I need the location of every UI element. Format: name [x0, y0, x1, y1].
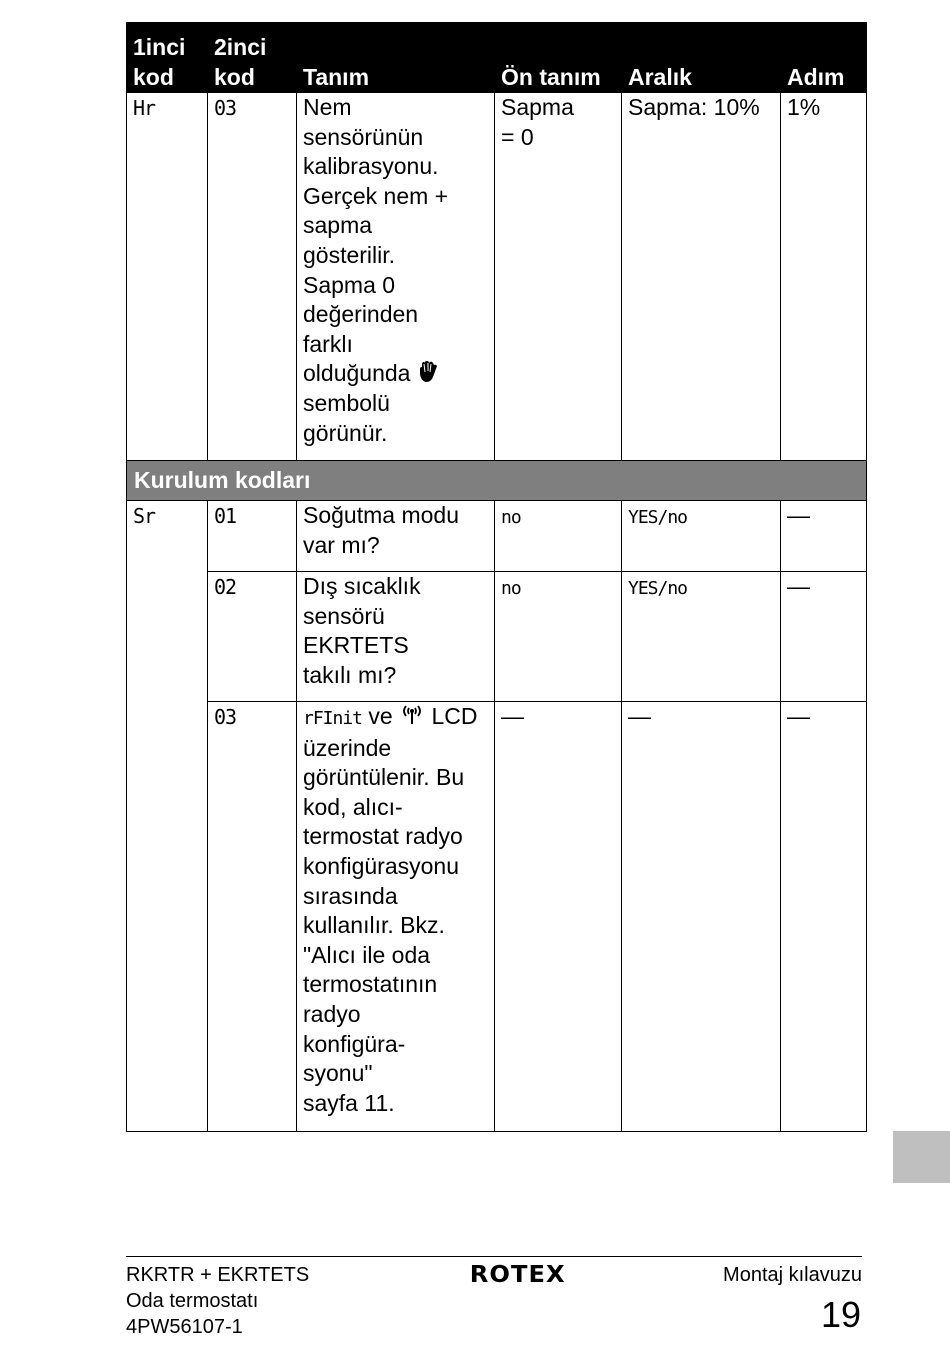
- antenna-icon: [399, 702, 425, 726]
- footer-manual: Montaj kılavuzu: [723, 1264, 862, 1286]
- description-text: sembolü görünür.: [303, 389, 390, 446]
- cell-default: [495, 501, 622, 572]
- cell-code1: [127, 501, 208, 1132]
- lcd-value: no: [501, 578, 521, 599]
- chapter-tab-marker: [893, 1131, 950, 1183]
- lcd-code: Hr: [133, 96, 156, 120]
- lcd-code: rFInit: [303, 708, 363, 729]
- footer-subtitle: Oda termostatı: [126, 1290, 259, 1312]
- cell-range: [622, 572, 781, 702]
- cell-description: [297, 702, 495, 1132]
- cell-step: —: [781, 702, 867, 1132]
- cell-step: 1%: [781, 93, 867, 461]
- footer-divider: [126, 1256, 862, 1257]
- description-text: LCD üzerinde görüntülenir. Bu kod, alıcı- termostat radyo konfigürasyonu sırasında kullanılır. Bkz. "Alıcı ile oda termostatının radyo konfigüra- syonu" sayfa 11.: [303, 703, 478, 1116]
- header-code1: 1inci kod: [127, 23, 208, 93]
- section-header-row: [127, 461, 867, 501]
- cell-code2: [208, 702, 297, 1132]
- brand-logo: ROTEX: [469, 1262, 566, 1288]
- cell-code2: [208, 93, 297, 461]
- table-row-humidity: [127, 93, 867, 461]
- header-default: Ön tanım: [495, 23, 622, 93]
- cell-code2: [208, 501, 297, 572]
- header-description: Tanım: [297, 23, 495, 93]
- lcd-code: 03: [214, 705, 237, 729]
- description-text: Nem sensörünün kalibrasyonu. Gerçek nem + sapma gösterilir. Sapma 0 değerinden farklı olduğunda: [303, 94, 449, 387]
- footer-left: [126, 1262, 309, 1340]
- lcd-code: 01: [214, 504, 237, 528]
- lcd-value: no: [501, 507, 521, 528]
- table-row-sensor: [127, 572, 867, 702]
- cell-default: —: [495, 702, 622, 1132]
- cell-step: —: [781, 501, 867, 572]
- footer-doc-code: 4PW56107-1: [126, 1316, 243, 1338]
- description-text: ve: [368, 703, 393, 729]
- parameter-table: [126, 22, 867, 1132]
- cell-range: Sapma: 10%: [622, 93, 781, 461]
- header-code2: 2inci kod: [208, 23, 297, 93]
- table-row-cooling: [127, 501, 867, 572]
- cell-default: Sapma = 0: [495, 93, 622, 461]
- cell-step: —: [781, 572, 867, 702]
- table-header: [127, 23, 867, 93]
- lcd-code: 02: [214, 575, 237, 599]
- cell-code2: [208, 572, 297, 702]
- cell-description: [297, 93, 495, 461]
- lcd-code: 03: [214, 96, 237, 120]
- section-title: Kurulum kodları: [127, 461, 867, 501]
- cell-range: [622, 501, 781, 572]
- page-number: 19: [820, 1294, 861, 1335]
- cell-description: Soğutma modu var mı?: [297, 501, 495, 572]
- cell-default: [495, 572, 622, 702]
- lcd-value: YES/no: [628, 578, 688, 599]
- cell-code1: [127, 93, 208, 461]
- table-row-radio: [127, 702, 867, 1132]
- cell-description: Dış sıcaklık sensörü EKRTETS takılı mı?: [297, 572, 495, 702]
- header-step: Adım: [781, 23, 867, 93]
- lcd-value: YES/no: [628, 507, 688, 528]
- lcd-code: Sr: [133, 504, 156, 528]
- cell-range: —: [622, 702, 781, 1132]
- footer-product: RKRTR + EKRTETS: [126, 1264, 310, 1286]
- hand-icon: [417, 360, 439, 384]
- header-range: Aralık: [622, 23, 781, 93]
